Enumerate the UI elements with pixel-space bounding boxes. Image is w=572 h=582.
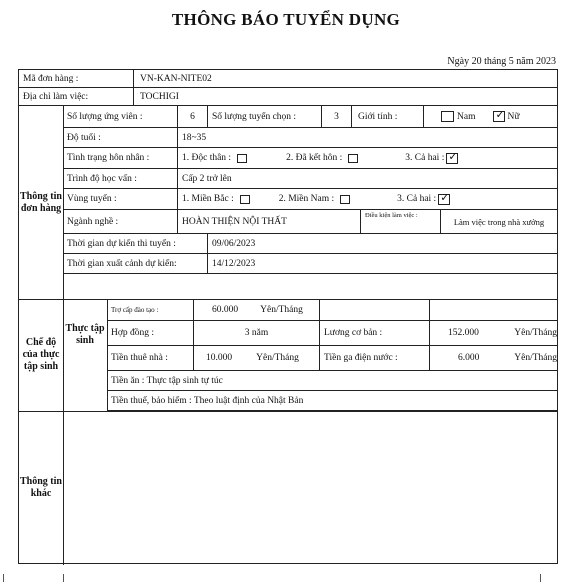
- region-opt3: 3. Cả hai :: [397, 194, 437, 204]
- education-label: Trình độ học vấn :: [67, 173, 137, 184]
- marital-label: Tình trạng hôn nhân :: [67, 153, 150, 163]
- row-meals: [107, 371, 557, 391]
- training-allowance-value: 60.000: [212, 304, 239, 315]
- checkbox-male-icon[interactable]: [441, 111, 454, 122]
- base-salary-unit: Yên/Tháng: [514, 328, 557, 338]
- regime-title: Chế độ của thực tập sinh: [22, 337, 60, 372]
- industry-label: Ngành nghề :: [67, 216, 119, 227]
- departure-value: 14/12/2023: [207, 254, 303, 273]
- checkbox-both-region-checked-icon[interactable]: [438, 194, 450, 205]
- checkbox-female-checked-icon[interactable]: [493, 111, 505, 122]
- row-contract: [107, 321, 557, 346]
- document-date: Ngày 20 tháng 5 năm 2023: [447, 56, 556, 67]
- contract-value: 3 năm: [193, 321, 319, 345]
- training-allowance-unit: Yên/Tháng: [260, 304, 303, 315]
- gender-male: Nam: [457, 111, 476, 122]
- document-title: THÔNG BÁO TUYỂN DỤNG: [171, 10, 401, 29]
- intern-title: Thực tập sinh: [65, 323, 105, 346]
- industry-value: HOÀN THIỆN NỘI THẤT: [177, 210, 360, 233]
- utilities-unit: Yên/Tháng: [514, 353, 557, 363]
- row-order-code: [19, 70, 557, 88]
- gender-female: Nữ: [507, 111, 520, 122]
- marital-options: [177, 148, 557, 168]
- marital-opt3: 3. Cả hai :: [405, 153, 445, 163]
- row-age: [63, 128, 557, 148]
- region-label: Vùng tuyển :: [67, 194, 117, 204]
- base-salary-value: 152.000: [448, 328, 479, 338]
- conditions-value: Làm việc trong nhà xưởng: [440, 210, 557, 233]
- age-label: Độ tuổi :: [67, 132, 101, 143]
- checkbox-north-icon[interactable]: [240, 195, 250, 204]
- checkbox-married-icon[interactable]: [348, 154, 358, 163]
- order-code-label: Mã đơn hàng :: [23, 73, 79, 84]
- row-education: [63, 169, 557, 189]
- marital-opt1: 1. Độc thân :: [182, 153, 232, 163]
- scan-mark: [540, 574, 541, 582]
- other-info-title: Thông tin khác: [20, 476, 62, 499]
- other-info-content[interactable]: [64, 411, 557, 563]
- meals-text: Tiền ăn : Thực tập sinh tự túc: [111, 375, 223, 386]
- utilities-value: 6.000: [458, 353, 480, 363]
- departure-label: Thời gian xuất cảnh dự kiến:: [67, 258, 177, 269]
- selected-value: 3: [321, 106, 351, 127]
- region-opt2: 2. Miền Nam :: [278, 194, 335, 204]
- scan-mark: [63, 574, 64, 582]
- checkbox-both-marital-checked-icon[interactable]: [446, 153, 458, 164]
- work-location-value: TOCHIGI: [133, 88, 557, 105]
- gender-options: [423, 106, 557, 127]
- row-rent: [107, 346, 557, 371]
- region-options: [177, 189, 557, 209]
- education-value: Cấp 2 trở lên: [177, 169, 557, 188]
- exam-date-label: Thời gian dự kiến thi tuyển :: [67, 238, 176, 249]
- tax-text: Tiền thuế, bảo hiểm : Theo luật định của Nhật Bản: [111, 395, 304, 406]
- row-candidates: [63, 106, 557, 128]
- marital-opt2: 2. Đã kết hôn :: [286, 153, 343, 163]
- row-tax: [107, 391, 557, 411]
- row-departure: [63, 254, 557, 274]
- rent-label: Tiền thuê nhà :: [111, 353, 168, 363]
- work-location-label: Địa chỉ làm việc:: [23, 91, 89, 102]
- scan-mark: [3, 574, 4, 582]
- gender-label: Giới tính :: [351, 106, 423, 127]
- candidates-value: 6: [177, 106, 207, 127]
- checkbox-single-icon[interactable]: [237, 154, 247, 163]
- selected-label: Số lượng tuyển chọn :: [207, 106, 321, 127]
- region-opt1: 1. Miền Bắc :: [182, 194, 234, 204]
- age-value: 18~35: [177, 128, 557, 147]
- row-industry: [63, 210, 557, 234]
- utilities-label: Tiền ga điện nước :: [319, 346, 429, 370]
- exam-date-value: 09/06/2023: [207, 234, 303, 253]
- candidates-label: Số lượng ứng viên :: [67, 111, 143, 122]
- row-training-allowance: [107, 299, 557, 321]
- rent-unit: Yên/Tháng: [256, 353, 299, 363]
- row-exam-date: [63, 234, 557, 254]
- checkbox-south-icon[interactable]: [340, 195, 350, 204]
- contract-label: Hợp đồng :: [111, 328, 155, 338]
- row-region: [63, 189, 557, 210]
- rent-value: 10.000: [206, 353, 233, 363]
- order-info-title: Thông tin đơn hàng: [20, 190, 62, 214]
- recruitment-form: [18, 69, 558, 564]
- training-allowance-label: Trợ cấp đào tạo :: [111, 305, 159, 314]
- row-work-location: [19, 88, 557, 106]
- base-salary-label: Lương cơ bản :: [319, 321, 429, 345]
- conditions-label: Điều kiện làm việc :: [365, 212, 418, 219]
- order-code-value: VN-KAN-NITE02: [133, 70, 557, 87]
- row-marital: [63, 148, 557, 169]
